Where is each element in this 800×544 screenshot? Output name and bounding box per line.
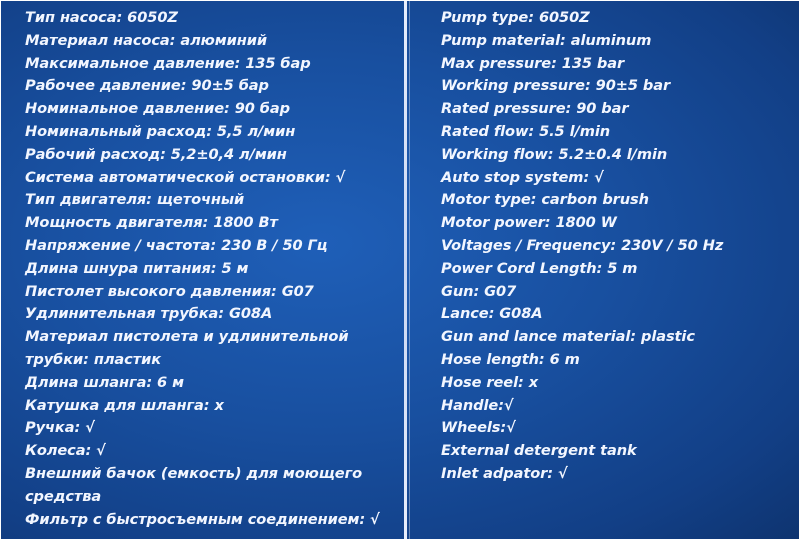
spec-line: Motor power: 1800 W [441,214,617,232]
spec-line: Катушка для шланга: х [25,396,224,414]
spec-line: Hose reel: x [441,373,539,391]
spec-line: Рабочее давление: 90±5 бар [25,77,269,95]
spec-line: Max pressure: 135 bar [441,54,625,72]
spec-line: Rated pressure: 90 bar [441,100,629,118]
spec-line: Пистолет высокого давления: G07 [25,282,314,300]
spec-line: Lance: G08A [441,305,543,323]
spec-line: Gun and lance material: plastic [441,328,695,346]
spec-line: Ручка: √ [25,419,95,437]
spec-line: Номинальный расход: 5,5 л/мин [25,122,296,140]
spec-line: Voltages / Frequency: 230V / 50 Hz [441,236,724,254]
spec-line: Удлинительная трубка: G08A [25,305,273,323]
spec-line: Pump material: aluminum [441,31,652,49]
spec-line: Длина шнура питания: 5 м [25,259,249,277]
spec-line: Rated flow: 5.5 l/min [441,122,611,140]
spec-line: Working pressure: 90±5 bar [441,77,671,95]
spec-line: External detergent tank [441,442,637,460]
spec-line: трубки: пластик [25,350,162,368]
english-spec-column [441,7,791,486]
spec-line: Материал насоса: алюминий [25,31,267,49]
spec-line: Pump type: 6050Z [441,9,590,26]
spec-line: Напряжение / частота: 230 В / 50 Гц [25,236,328,254]
spec-line: Рабочий расход: 5,2±0,4 л/мин [25,145,287,163]
spec-line: Wheels:√ [441,419,516,437]
spec-line: Длина шланга: 6 м [25,373,184,391]
spec-line: Мощность двигателя: 1800 Вт [25,214,278,232]
spec-sheet [1,1,799,539]
spec-line: Power Cord Length: 5 m [441,259,638,277]
spec-line: Hose length: 6 m [441,350,580,368]
spec-line: Материал пистолета и удлинительной [25,328,349,346]
spec-line: Внешний бачок (емкость) для моющего [25,464,363,482]
spec-line: Номинальное давление: 90 бар [25,100,290,118]
spec-line: Motor type: carbon brush [441,191,649,209]
spec-line: Тип двигателя: щеточный [25,191,245,209]
spec-line: Система автоматической остановки: √ [25,168,346,186]
column-divider [404,1,407,539]
spec-line: Тип насоса: 6050Z [25,9,178,26]
spec-line: Working flow: 5.2±0.4 l/min [441,145,668,163]
column-divider-highlight [409,1,410,539]
spec-line: средства [25,487,102,505]
spec-line: Gun: G07 [441,282,517,300]
spec-line: Inlet adpator: √ [441,464,568,482]
spec-line: Максимальное давление: 135 бар [25,54,311,72]
spec-line: Auto stop system: √ [441,168,604,186]
spec-line: Колеса: √ [25,442,106,460]
russian-spec-column [25,7,395,531]
spec-line: Handle:√ [441,396,514,414]
spec-line: Фильтр с быстросъемным соединением: √ [25,510,380,528]
